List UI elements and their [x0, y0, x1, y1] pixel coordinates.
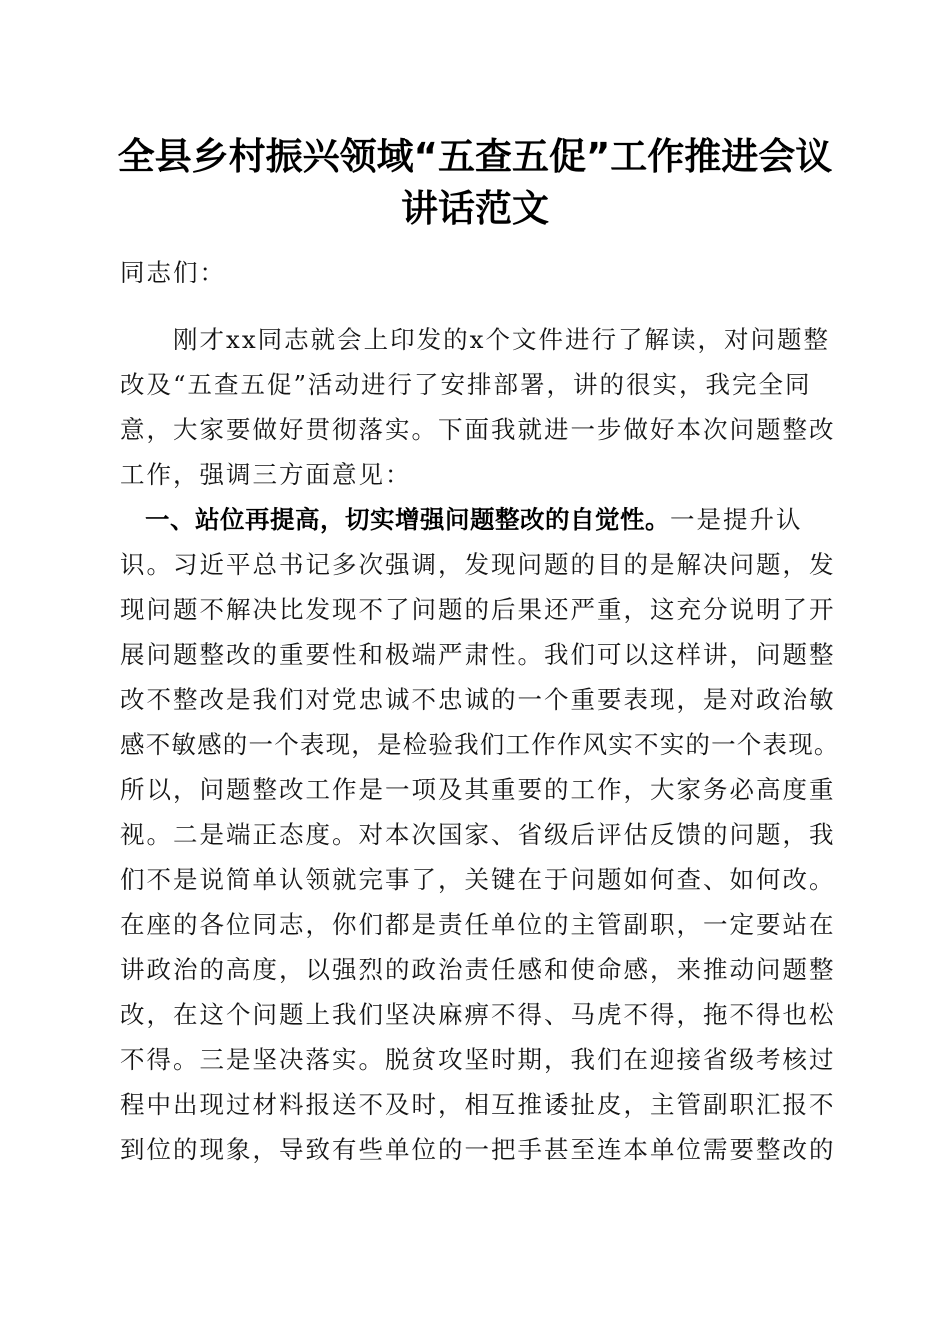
- paragraph-line: 现问题不解决比发现不了问题的后果还严重，这充分说明了开: [120, 595, 836, 624]
- section-1-heading-tail: 一是提升认: [670, 505, 803, 534]
- paragraph-line: 不得。三是坚决落实。脱贫攻坚时期，我们在迎接省级考核过: [120, 1045, 836, 1074]
- paragraph-line: 程中出现过材料报送不及时，相互推诿扯皮，主管副职汇报不: [120, 1090, 836, 1119]
- paragraph-line: 在座的各位同志，你们都是责任单位的主管副职，一定要站在: [120, 910, 836, 939]
- paragraph-line: 意，大家要做好贯彻落实。下面我就进一步做好本次问题整改: [120, 415, 836, 444]
- paragraph-line: 感不敏感的一个表现，是检验我们工作作风实不实的一个表现。: [120, 730, 840, 759]
- paragraph-line: 所以，问题整改工作是一项及其重要的工作，大家务必高度重: [120, 775, 836, 804]
- section-1-heading: 一、站位再提高，切实增强问题整改的自觉性。: [120, 505, 670, 534]
- paragraph-line: 工作，强调三方面意见：: [120, 460, 412, 489]
- paragraph-line: 到位的现象，导致有些单位的一把手甚至连本单位需要整改的: [120, 1135, 836, 1164]
- paragraph-line: 展问题整改的重要性和极端严肃性。我们可以这样讲，问题整: [120, 640, 836, 669]
- document-title-line-2: 讲话范文: [401, 187, 549, 230]
- document-title-line-1: 全县乡村振兴领域“五查五促”工作推进会议: [117, 135, 833, 178]
- paragraph-line: 识。习近平总书记多次强调，发现问题的目的是解决问题，发: [120, 550, 836, 579]
- salutation: 同志们：: [120, 258, 226, 287]
- paragraph-line: 改不整改是我们对党忠诚不忠诚的一个重要表现，是对政治敏: [120, 685, 836, 714]
- paragraph-line: 讲政治的高度，以强烈的政治责任感和使命感，来推动问题整: [120, 955, 836, 984]
- section-1-first-line: [120, 497, 860, 542]
- paragraph-line: 刚才xx同志就会上印发的x个文件进行了解读，对问题整: [120, 325, 830, 354]
- paragraph-line: 改及“五查五促”活动进行了安排部署，讲的很实，我完全同: [120, 370, 812, 399]
- paragraph-line: 们不是说简单认领就完事了，关键在于问题如何查、如何改。: [120, 865, 836, 894]
- paragraph-line: 视。二是端正态度。对本次国家、省级后评估反馈的问题，我: [120, 820, 836, 849]
- paragraph-line: 改，在这个问题上我们坚决麻痹不得、马虎不得，拖不得也松: [120, 1000, 836, 1029]
